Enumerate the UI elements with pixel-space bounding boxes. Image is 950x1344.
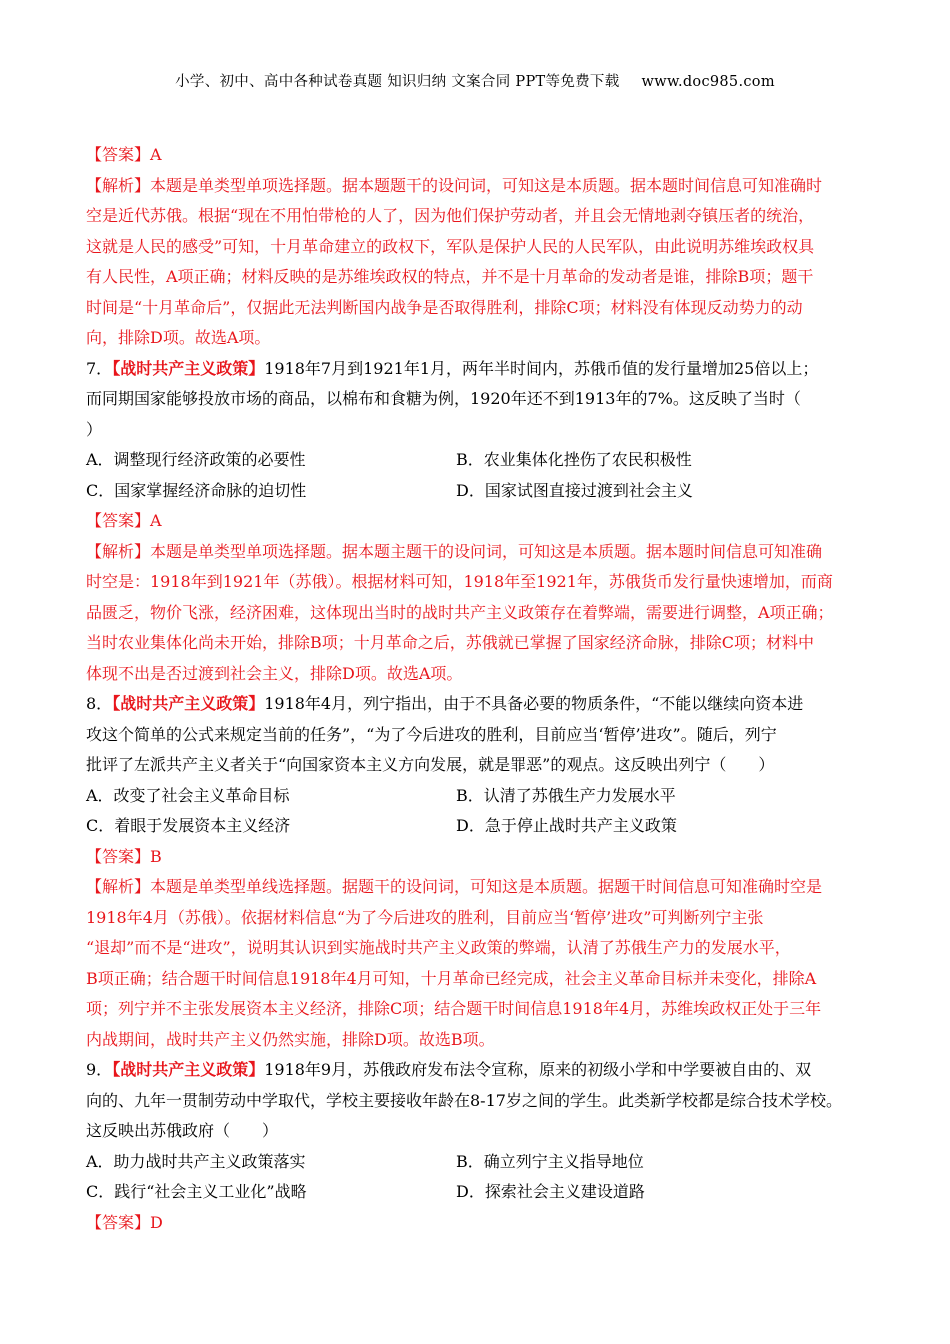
option-b[interactable]: B．农业集体化挫伤了农民积极性	[456, 450, 692, 469]
option-c[interactable]: C．国家掌握经济命脉的迫切性	[86, 480, 307, 500]
q7-stem: 7．【战时共产主义政策】1918年7月到1921年1月，两年半时间内，苏俄币值的发行量增加25倍以上；	[86, 358, 819, 378]
q7-stem-line: 而同期国家能够投放市场的商品，以棉布和食糖为例，1920年还不到1913年的7%。这反映了当时（	[86, 389, 801, 408]
topic-tag: 【战时共产主义政策】	[112, 358, 265, 378]
q9-options-row	[86, 1147, 866, 1178]
q7-analysis-line: 【解析】本题是单类型单项选择题。据本题主题干的设问词，可知这是本质题。据本题时间信息可知准确	[86, 541, 823, 561]
q6-analysis-line: 时间是“十月革命后”，仅据此无法判断国内战争是否取得胜利，排除C项；材料没有体现反动势力的动	[86, 297, 803, 317]
answer-label: 【答案】	[86, 1212, 151, 1232]
q8-options-row	[86, 811, 866, 842]
answer-label: 【答案】	[86, 511, 151, 530]
q9-stem-line: 这反映出苏俄政府（ ）	[86, 1121, 279, 1140]
q7-analysis-line: 当时农业集体化尚未开始，排除B项；十月革命之后，苏俄就已掌握了国家经济命脉，排除C项；材料中	[86, 633, 815, 652]
q6-analysis-line: 这就是人民的感受”可知，十月革命建立的政权下，军队是保护人民的人民军队，由此说明苏维埃政权具	[86, 236, 815, 256]
q6-analysis-line: 空是近代苏俄。根据“现在不用怕带枪的人了，因为他们保护劳动者，并且会无情地剥夺镇压者的统治，	[86, 206, 815, 225]
answer-value: B	[150, 846, 162, 866]
q9-stem-line: 向的、九年一贯制劳动中学取代，学校主要接收年龄在8-17岁之间的学生。此类新学校都是综合技术学校。	[86, 1090, 842, 1110]
option-c[interactable]: C．着眼于发展资本主义经济	[86, 816, 291, 835]
option-a[interactable]: A．改变了社会主义革命目标	[86, 785, 290, 805]
q6-analysis-line: 【解析】本题是单类型单项选择题。据本题题干的设问词，可知这是本质题。据本题时间信息可知准确时	[86, 175, 823, 195]
answer-label: 【答案】	[86, 846, 151, 866]
q9-answer	[86, 1208, 866, 1239]
q8-analysis-line: 内战期间，战时共产主义仍然实施，排除D项。故选B项。	[86, 1029, 495, 1049]
q7-options-row	[86, 445, 866, 476]
answer-value: A	[150, 511, 162, 530]
question-number: 8．	[86, 694, 113, 713]
header-text: 小学、初中、高中各种试卷真题 知识归纳 文案合同 PPT等免费下载	[175, 74, 620, 90]
q7-options-row	[86, 476, 866, 507]
analysis-label: 【解析】	[86, 877, 151, 896]
question-number: 9．	[86, 1060, 113, 1079]
document-body	[86, 140, 866, 1238]
q7-analysis-line: 时空是：1918年到1921年（苏俄）。根据材料可知，1918年至1921年，苏俄货币发行量快速增加，而商	[86, 572, 833, 591]
q7-analysis-line: 体现不出是否过渡到社会主义，排除D项。故选A项。	[86, 663, 463, 683]
option-a[interactable]: A．调整现行经济政策的必要性	[86, 450, 306, 469]
option-b[interactable]: B．认清了苏俄生产力发展水平	[456, 785, 676, 805]
answer-value: A	[150, 145, 162, 164]
analysis-label: 【解析】	[86, 541, 151, 561]
q8-analysis-line: 项；列宁并不主张发展资本主义经济，排除C项；结合题干时间信息1918年4月，苏维埃政权正处于三年	[86, 999, 822, 1018]
analysis-label: 【解析】	[86, 175, 151, 195]
answer-label: 【答案】	[86, 145, 151, 164]
q8-analysis-line: “退却”而不是“进攻”，说明其认识到实施战时共产主义政策的弊端，认清了苏俄生产力的发展水平，	[86, 938, 791, 957]
q8-analysis-line: 【解析】本题是单类型单线选择题。据题干的设问词，可知这是本质题。据题干时间信息可知准确时空是	[86, 877, 823, 896]
q8-stem-line: 攻这个简单的公式来规定当前的任务”，“为了今后进攻的胜利，目前应当‘暂停’进攻”。随后，列宁	[86, 724, 777, 744]
q9-options-row	[86, 1177, 866, 1208]
topic-tag: 【战时共产主义政策】	[112, 694, 265, 713]
q8-analysis-line: B项正确；结合题干时间信息1918年4月可知，十月革命已经完成，社会主义革命目标并未变化，排除A	[86, 968, 817, 988]
option-b[interactable]: B．确立列宁主义指导地位	[456, 1151, 644, 1171]
q8-analysis-line: 1918年4月（苏俄）。依据材料信息“为了今后进攻的胜利，目前应当‘暂停’进攻”可判断列宁主张	[86, 907, 764, 927]
q7-stem-line: ）	[86, 419, 103, 439]
option-c[interactable]: C．践行“社会主义工业化”战略	[86, 1182, 307, 1201]
page-header	[0, 70, 950, 91]
answer-value: D	[150, 1212, 163, 1232]
q6-answer	[86, 140, 866, 171]
q6-analysis-line: 有人民性，A项正确；材料反映的是苏维埃政权的特点，并不是十月革命的发动者是谁，排除B项；题干	[86, 267, 814, 286]
q7-analysis-line: 品匮乏，物价飞涨，经济困难，这体现出当时的战时共产主义政策存在着弊端，需要进行调整，A项正确；	[86, 602, 834, 622]
q7-answer	[86, 506, 866, 537]
q8-answer	[86, 842, 866, 873]
header-url[interactable]: www.doc985.com	[641, 74, 775, 90]
q8-stem: 8．【战时共产主义政策】1918年4月，列宁指出，由于不具备必要的物质条件，“不能以继续向资本进	[86, 694, 804, 713]
q6-analysis-line: 向，排除D项。故选A项。	[86, 328, 271, 347]
q8-options-row	[86, 781, 866, 812]
option-d[interactable]: D．国家试图直接过渡到社会主义	[456, 480, 693, 500]
option-a[interactable]: A．助力战时共产主义政策落实	[86, 1151, 306, 1171]
option-d[interactable]: D．急于停止战时共产主义政策	[456, 816, 677, 835]
q8-stem-line: 批评了左派共产主义者关于“向国家资本主义方向发展，就是罪恶”的观点。这反映出列宁（ ）	[86, 755, 775, 774]
topic-tag: 【战时共产主义政策】	[112, 1060, 265, 1079]
option-d[interactable]: D．探索社会主义建设道路	[456, 1182, 645, 1201]
q9-stem: 9．【战时共产主义政策】1918年9月，苏俄政府发布法令宣称，原来的初级小学和中学要被自由的、双	[86, 1060, 812, 1079]
question-number: 7．	[86, 358, 113, 378]
